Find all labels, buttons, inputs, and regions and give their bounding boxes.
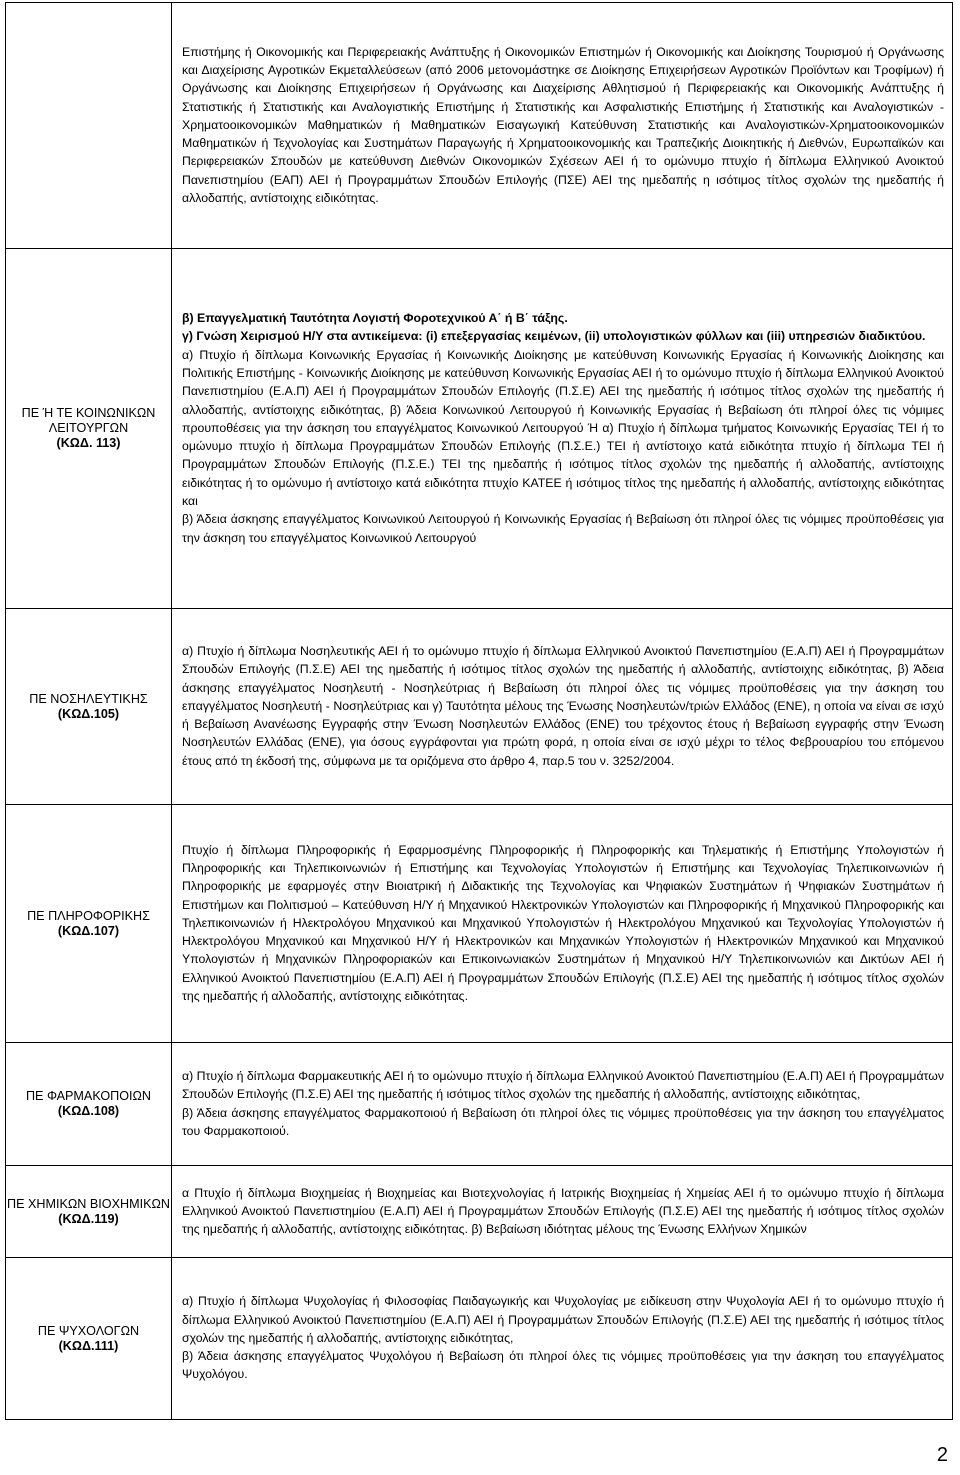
requirements-cell	[172, 3, 953, 249]
requirements-cell	[172, 1043, 953, 1166]
specialty-code: (ΚΩΔ.105)	[57, 706, 120, 721]
page-number: 2	[936, 1444, 948, 1466]
requirements-cell	[172, 609, 953, 805]
specialty-code: (ΚΩΔ. 113)	[56, 436, 121, 450]
requirements-cell	[172, 249, 953, 609]
specialty-cell	[6, 1043, 172, 1166]
requirement-paragraph: α) Πτυχίο ή δίπλωμα Ψυχολογίας ή Φιλοσοφίας Παιδαγωγικής και Ψυχολογίας με ειδίκευση στην Ψυχολογία ΑΕΙ ή το ομώνυμο πτυχίο ή δίπλωμα Ελληνικού Ανοικτού Πανεπιστημίου (Ε.Α.Π) ΑΕΙ ή Προγραμμάτων Σπουδών Επιλογής (Π.Σ.Ε) ΑΕΙ της ημεδαπής ή ισότιμος τίτλος σχολών της ημεδαπής ή αλλοδαπής, αντίστοιχης ειδικότητας,	[182, 1294, 944, 1345]
specialty-name: ΠΕ ΝΟΣΗΛΕΥΤΙΚΗΣ	[29, 691, 148, 706]
table-row	[6, 609, 953, 805]
specialty-code: (ΚΩΔ.119)	[58, 1211, 119, 1226]
specialty-cell	[6, 609, 172, 805]
table-row	[6, 1258, 953, 1420]
requirement-paragraph: α Πτυχίο ή δίπλωμα Βιοχημείας ή Βιοχημείας και Βιοτεχνολογίας ή Ιατρικής Βιοχημείας ή Χημείας ΑΕΙ ή το ομώνυμο πτυχίο ή δίπλωμα Ελληνικού Ανοικτού Πανεπιστημίου (Ε.Α.Π) ΑΕΙ ή Προγραμμάτων Σπουδών Επιλογής (Π.Σ.Ε) ΑΕΙ της ημεδαπής ή ισότιμος τίτλος σχολών της ημεδαπής ή αλλοδαπής, αντίστοιχης ειδικότητας. β) Βεβαίωση ιδιότητας μέλους της Ένωσης Ελλήνων Χημικών	[182, 1185, 944, 1237]
specialty-cell	[6, 1258, 172, 1420]
specialty-cell	[6, 1166, 172, 1258]
requirements-body	[6, 3, 953, 1420]
specialty-name: ΠΕ ΨΥΧΟΛΟΓΩΝ	[37, 1323, 140, 1338]
requirement-paragraph: α) Πτυχίο ή δίπλωμα Φαρμακευτικής ΑΕΙ ή το ομώνυμο πτυχίο ή δίπλωμα Ελληνικού Ανοικτού Πανεπιστημίου (Ε.Α.Π) ΑΕΙ ή Προγραμμάτων Σπουδών Επιλογής (Π.Σ.Ε) ΑΕΙ της ημεδαπής ή ισότιμος τίτλος σχολών της ημεδαπής ή αλλοδαπής, αντίστοιχης ειδικότητας,	[182, 1068, 944, 1102]
specialty-code: (ΚΩΔ.107)	[57, 923, 120, 938]
table-row	[6, 249, 953, 609]
requirement-paragraph: β) Άδεια άσκησης επαγγέλματος Φαρμακοποιού ή Βεβαίωση ότι πληροί όλες τις νόμιμες προϋποθέσεις για την άσκηση του επαγγέλματος του Φαρμακοποιού.	[182, 1105, 944, 1138]
bold-requirement: β) Επαγγελματική Ταυτότητα Λογιστή Φοροτεχνικού Α΄ ή Β΄ τάξης.	[182, 311, 568, 326]
specialty-code: (ΚΩΔ.111)	[58, 1338, 119, 1353]
specialty-cell	[6, 3, 172, 249]
requirements-cell	[172, 1166, 953, 1258]
requirement-paragraph: α) Πτυχίο ή δίπλωμα Κοινωνικής Εργασίας ή Κοινωνικής Διοίκησης με κατεύθυνση Κοινωνικής Εργασίας ή Κοινωνικής Διοίκησης και Πολιτικής Επιστήμης - Κοινωνικής Διοίκησης με κατεύθυνση Κοινωνικής Εργασίας ΑΕΙ ή το ομώνυμο πτυχίο ή δίπλωμα Ελληνικού Ανοικτού Πανεπιστημίου (Ε.Α.Π) ΑΕΙ ή Προγραμμάτων Σπουδών Επιλογής (Π.Σ.Ε) ΑΕΙ της ημεδαπής ή ισότιμος τίτλος σχολών της ημεδαπής ή αλλοδαπής, αντίστοιχης ειδικότητας, β) Άδεια Κοινωνικού Λειτουργού ή Κοινωνικής Εργασίας ή Βεβαίωση ότι πληροί όλες τις νόμιμες προυποθέσεις για την άσκηση του επαγγέλματος Κοινωνικού Λειτουργού Ή α) Πτυχίο ή δίπλωμα τμήματος Κοινωνικής Εργασίας ΤΕΙ ή το ομώνυμο πτυχίο ή δίπλωμα Προγραμμάτων Σπουδών Επιλογής (Π.Σ.Ε.) ΤΕΙ ή αντίστοιχο κατά ειδικότητα πτυχίο ή δίπλωμα ΤΕΙ ή Προγραμμάτων Σπουδών Επιλογής (Π.Σ.Ε.) ΤΕΙ της ημεδαπής ή ισότιμος τίτλος σχολών της ημεδαπής ή αλλοδαπής, αντίστοιχης ειδικότητας ή το ομώνυμο ή αντίστοιχο κατά ειδικότητα πτυχίο ΚΑΤΕΕ ή ισότιμος τίτλος της ημεδαπής ή αλλοδαπής, αντίστοιχης ειδικότητας και	[182, 347, 944, 509]
bold-requirement: γ) Γνώση Χειρισμού Η/Υ στα αντικείμενα: (i) επεξεργασίας κειμένων, (ii) υπολογιστικών φύλλων και (iii) υπηρεσιών διαδικτύου.	[182, 329, 926, 344]
requirement-paragraph: α) Πτυχίο ή δίπλωμα Νοσηλευτικής ΑΕΙ ή το ομώνυμο πτυχίο ή δίπλωμα Ελληνικού Ανοικτού Πανεπιστημίου (Ε.Α.Π) ΑΕΙ ή Προγραμμάτων Σπουδών Επιλογής (Π.Σ.Ε) ΑΕΙ της ημεδαπής ή ισότιμος τίτλος σχολών της ημεδαπής ή αλλοδαπής, αντίστοιχης ειδικότητας, β) Άδεια άσκησης επαγγέλματος Νοσηλευτή - Νοσηλεύτριας ή Βεβαίωση ότι πληροί όλες τις νόμιμες προϋποθέσεις για την άσκηση του επαγγέλματος Νοσηλευτή - Νοσηλεύτριας και γ) Ταυτότητα μέλους της Ένωσης Νοσηλευτών/τριών Ελλάδος (ΕΝΕ), η οποία να είναι σε ισχύ ή Βεβαίωση Ανανέωσης Εγγραφής στην Ένωση Νοσηλευτών Ελλάδος (ΕΝΕ) του τρέχοντος έτους ή Βεβαίωση εγγραφής στην Ένωση Νοσηλευτών Ελλάδας (ΕΝΕ), για όσους εγγράφονται για πρώτη φορά, η οποία είναι σε ισχύ μέχρι το τέλος Φεβρουαρίου του επόμενου έτους από τη έκδοσή της, σύμφωνα με τα οριζόμενα στο άρθρο 4, παρ.5 του ν. 3252/2004.	[182, 643, 944, 768]
specialty-name: ΠΕ ΠΛΗΡΟΦΟΡΙΚΗΣ	[27, 908, 150, 923]
requirements-cell	[172, 805, 953, 1043]
requirement-paragraph: Πτυχίο ή δίπλωμα Πληροφορικής ή Εφαρμοσμένης Πληροφορικής ή Πληροφορικής και Τηλεματικής ή Επιστήμης Υπολογιστών ή Πληροφορικής και Τηλεπικοινωνιών ή Επιστήμης και Τεχνολογίας Υπολογιστών ή Επιστήμης και Τεχνολογίας Τηλεπικοινωνιών ή Πληροφορικής με εφαρμογές στην Βιοιατρική ή Διδακτικής της Τεχνολογίας και Ψηφιακών Συστημάτων ή Ψηφιακών Συστημάτων ή Επιστήμων και Πολιτισμού – Κατεύθυνση Η/Υ ή Μηχανικού Ηλεκτρονικών Υπολογιστών και Πληροφορικής ή Μηχανικού Πληροφορικής και Τηλεπικοινωνιών ή Ηλεκτρολόγου Μηχανικού και Μηχανικού Υπολογιστών ή Ηλεκτρολόγου Μηχανικού και Τεχνολογίας Υπολογιστών ή Ηλεκτρολόγου Μηχανικού και Μηχανικού Η/Υ ή Ηλεκτρονικών και Μηχανικών Υπολογιστών ή Ηλεκτρονικών Μηχανικού και Μηχανικού Υπολογιστών ή Μηχανικών Πληροφοριακών και Επικοινωνιακών Συστημάτων ή Μηχανικού Η/Υ Τηλεπικοινωνιών και Δικτύων ΑΕΙ ή Ελληνικού Ανοικτού Πανεπιστημίου (Ε.Α.Π) ΑΕΙ ή Προγραμμάτων Σπουδών Επιλογής (Π.Σ.Ε) ΑΕΙ της ημεδαπής ή ισότιμος τίτλος σχολών της ημεδαπής ή αλλοδαπής, αντίστοιχης ειδικότητας.	[182, 842, 944, 1004]
specialty-cell	[6, 249, 172, 609]
requirements-cell	[172, 1258, 953, 1420]
requirement-paragraph: Επιστήμης ή Οικονομικής και Περιφερειακής Ανάπτυξης ή Οικονομικών Επιστημών ή Οικονομικής και Διοίκησης Τουρισμού ή Οργάνωσης και Διαχείρισης Αγροτικών Εκμεταλλεύσεων (από 2006 μετονομάστηκε σε Διοίκησης Επιχειρήσεων Αγροτικών Προϊόντων και Τροφίμων) ή Οργάνωσης και Διοίκησης Επιχειρήσεων ή Οργάνωσης και Διαχείρισης Αθλητισμού ή Περιφερειακής και Οικονομικής Ανάπτυξης ή Στατιστικής ή Στατιστικής και Αναλογιστικής Επιστήμης ή Στατιστικής και Ασφαλιστικής Επιστήμης ή Στατιστικής και Αναλογιστικών - Χρηματοοικονομικών Μαθηματικών ή Μαθηματικών Εισαγωγική Κατεύθυνση Στατιστικής και Αναλογιστικών-Χρηματοοικονομικών Μαθηματικών ή Τεχνολογίας και Συστημάτων Παραγωγής ή Χρηματοοικονομικής και Τραπεζικής Διοικητικής ή Διεθνών, Ευρωπαϊκών και Περιφερειακών Σπουδών με κατεύθυνση Διεθνών Οικονομικών Σχέσεων ΑΕΙ ή το ομώνυμο πτυχίο ή δίπλωμα Ελληνικού Ανοικτού Πανεπιστημίου (ΕΑΠ) ΑΕΙ ή Προγραμμάτων Σπουδών Επιλογής (ΠΣΕ) ΑΕΙ της ημεδαπής η ισότιμος τίτλος σχολών της ημεδαπής ή αλλοδαπής, αντίστοιχης ειδικότητας.	[182, 44, 944, 206]
specialty-code: (ΚΩΔ.108)	[57, 1104, 120, 1118]
requirement-paragraph: β) Άδεια άσκησης επαγγέλματος Κοινωνικού Λειτουργού ή Κοινωνικής Εργασίας ή Βεβαίωση ότι πληροί όλες τις νόμιμες προϋποθέσεις για την άσκηση του επαγγέλματος Κοινωνικού Λειτουργού	[182, 512, 944, 545]
specialty-name: ΠΕ ΦΑΡΜΑΚΟΠΟΙΩΝ	[25, 1089, 152, 1103]
requirement-paragraph: β) Άδεια άσκησης επαγγέλματος Ψυχολόγου ή Βεβαίωση ότι πληροί όλες τις νόμιμες προϋποθέσεις για την άσκηση του επαγγέλματος Ψυχολόγου.	[182, 1349, 944, 1382]
table-row	[6, 1166, 953, 1258]
specialty-name: ΠΕ Ή ΤΕ ΚΟΙΝΩΝΙΚΩΝ ΛΕΙΤΟΥΡΓΩΝ	[21, 406, 156, 435]
requirements-table	[5, 2, 953, 1420]
table-row	[6, 3, 953, 249]
specialty-name: ΠΕ ΧΗΜΙΚΩΝ ΒΙΟΧΗΜΙΚΩΝ	[7, 1196, 170, 1211]
table-row	[6, 805, 953, 1043]
specialty-cell	[6, 805, 172, 1043]
table-row	[6, 1043, 953, 1166]
